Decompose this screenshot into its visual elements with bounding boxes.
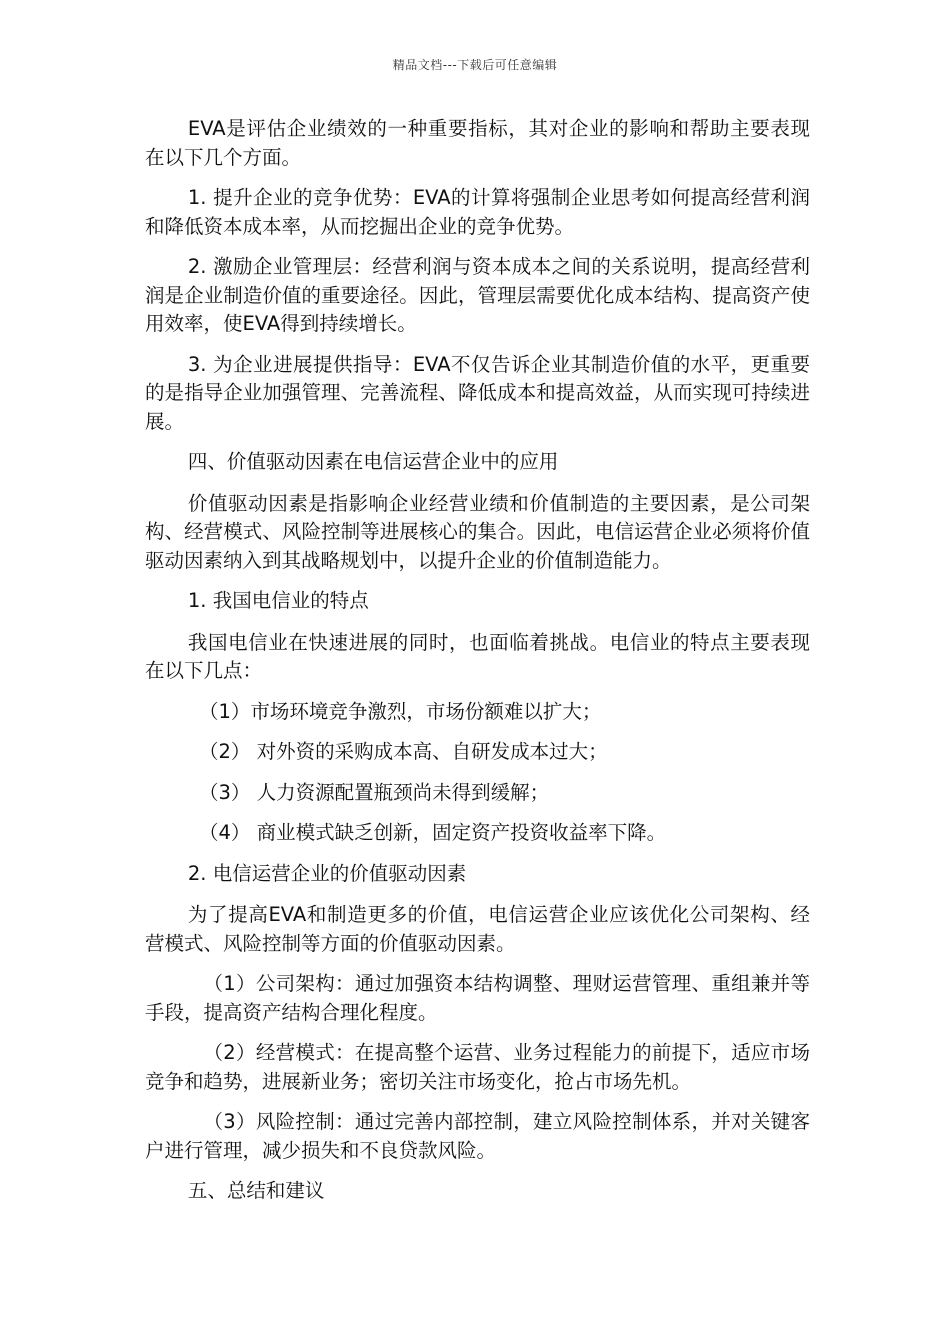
paragraph-intro: EVA是评估企业绩效的一种重要指标，其对企业的影响和帮助主要表现在以下几个方面。 xyxy=(145,117,810,169)
paragraph-driver-business-model: （2）经营模式：在提高整个运营、业务过程能力的前提下，适应市场竞争和趋势，进展新业务；密切关注市场变化，抢占市场先机。 xyxy=(145,1041,810,1093)
paragraph-driver-structure: （1）公司架构：通过加强资本结构调整、理财运营管理、重组兼并等手段，提高资产结构合理化程度。 xyxy=(145,972,810,1024)
paragraph-telecom-features: 我国电信业在快速进展的同时，也面临着挑战。电信业的特点主要表现在以下几点： xyxy=(145,630,810,682)
subheading-2: 2. 电信运营企业的价值驱动因素 xyxy=(187,861,467,885)
page-header: 精品文档---下载后可任意编辑 xyxy=(392,58,558,72)
section-heading-4: 四、价值驱动因素在电信运营企业中的应用 xyxy=(187,450,559,473)
subheading-1: 1. 我国电信业的特点 xyxy=(187,589,369,612)
paragraph-point-3: 3. 为企业进展提供指导：EVA不仅告诉企业其制造价值的水平，更重要的是指导企业加强管理、完善流程、降低成本和提高效益，从而实现可持续进展。 xyxy=(145,352,810,433)
document-body xyxy=(145,115,810,1219)
paragraph-point-1: 1. 提升企业的竞争优势：EVA的计算将强制企业思考如何提高经营利润和降低资本成本率，从而挖掘出企业的竞争优势。 xyxy=(145,186,810,238)
paragraph-drivers-intro: 价值驱动因素是指影响企业经营业绩和价值制造的主要因素，是公司架构、经营模式、风险控制等进展核心的集合。因此，电信运营企业必须将价值驱动因素纳入到其战略规划中，以提升企业的价值制造能力。 xyxy=(145,491,810,572)
paragraph-point-2: 2. 激励企业管理层：经营利润与资本成本之间的关系说明，提高经营利润是企业制造价值的重要途径。因此，管理层需要优化成本结构、提高资产使用效率，使EVA得到持续增长。 xyxy=(145,255,810,335)
section-heading-5: 五、总结和建议 xyxy=(187,1179,325,1202)
paragraph-driver-risk-control: （3）风险控制：通过完善内部控制，建立风险控制体系，并对关键客户进行管理，减少损失和不良贷款风险。 xyxy=(145,1110,810,1162)
list-item-4: （4） 商业模式缺乏创新，固定资产投资收益率下降。 xyxy=(199,821,667,844)
list-item-2: （2） 对外资的采购成本高、自研发成本过大； xyxy=(199,740,608,763)
list-item-1: （1）市场环境竞争激烈，市场份额难以扩大； xyxy=(199,699,602,723)
list-item-3: （3） 人力资源配置瓶颈尚未得到缓解； xyxy=(199,780,550,804)
paragraph-value-drivers: 为了提高EVA和制造更多的价值，电信运营企业应该优化公司架构、经营模式、风险控制等方面的价值驱动因素。 xyxy=(145,903,810,955)
